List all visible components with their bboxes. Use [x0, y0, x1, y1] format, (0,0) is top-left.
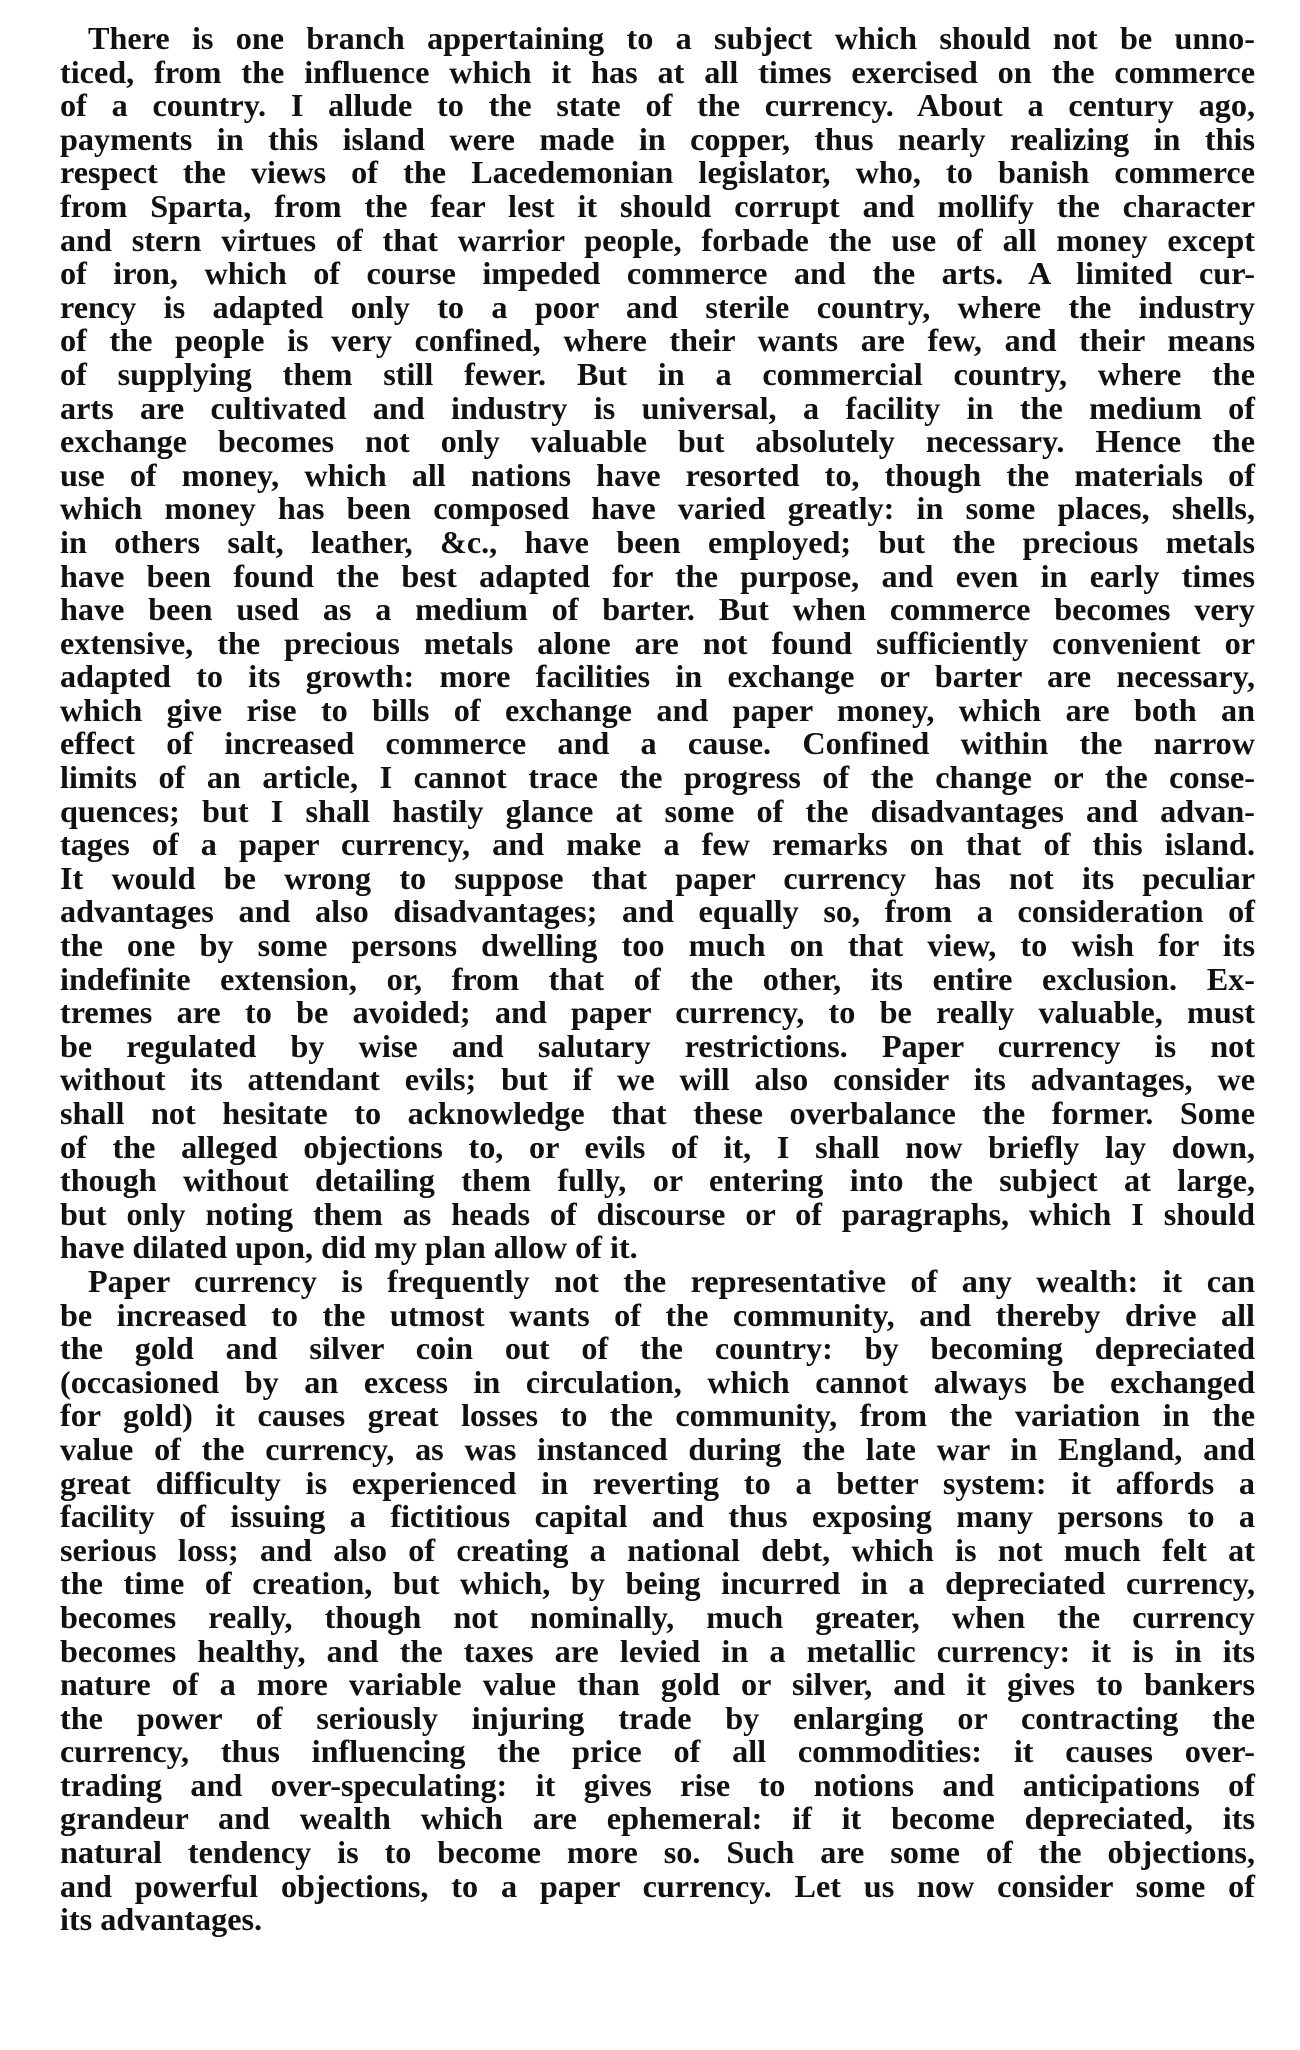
text-line: which money has been composed have varied greatly: in some places, shells, — [60, 490, 1255, 527]
text-line: and stern virtues of that warrior people, forbade the use of all money except — [60, 221, 1255, 258]
text-line: use of money, which all nations have resorted to, though the materials of — [60, 456, 1255, 493]
text-line: without its attendant evils; but if we will also consider its advantages, we — [60, 1061, 1255, 1098]
text-line: natural tendency is to become more so. Such are some of the objections, — [60, 1834, 1255, 1871]
text-line: grandeur and wealth which are ephemeral: if it become depreciated, its — [60, 1800, 1255, 1837]
text-line: respect the views of the Lacedemonian legislator, who, to banish commerce — [60, 154, 1255, 191]
text-line: ticed, from the influence which it has at all times exercised on the commerce — [60, 53, 1255, 90]
text-line: and powerful objections, to a paper currency. Let us now consider some of — [60, 1867, 1255, 1904]
text-line: which give rise to bills of exchange and paper money, which are both an — [60, 691, 1255, 728]
text-line: indefinite extension, or, from that of the other, its entire exclusion. Ex- — [60, 960, 1255, 997]
text-line: in others salt, leather, &c., have been employed; but the precious metals — [60, 523, 1255, 560]
text-line: rency is adapted only to a poor and sterile country, where the industry — [60, 288, 1255, 325]
text-line: of the people is very confined, where their wants are few, and their means — [60, 322, 1255, 359]
text-line: (occasioned by an excess in circulation, which cannot always be exchanged — [60, 1363, 1255, 1400]
text-line: though without detailing them fully, or entering into the subject at large, — [60, 1162, 1255, 1199]
text-line: Paper currency is frequently not the representative of any wealth: it can — [88, 1262, 1255, 1299]
text-line: advantages and also disadvantages; and equally so, from a consideration of — [60, 893, 1255, 930]
text-line: be regulated by wise and salutary restrictions. Paper currency is not — [60, 1027, 1255, 1064]
text-line: payments in this island were made in copper, thus nearly realizing in this — [60, 120, 1255, 157]
text-line: for gold) it causes great losses to the community, from the variation in the — [60, 1397, 1255, 1434]
text-line: shall not hesitate to acknowledge that these overbalance the former. Some — [60, 1095, 1255, 1131]
text-line: tages of a paper currency, and make a few remarks on that of this island. — [60, 826, 1255, 863]
text-line: exchange becomes not only valuable but absolutely necessary. Hence the — [60, 423, 1255, 460]
text-line: of the alleged objections to, or evils of it, I shall now briefly lay down, — [60, 1128, 1255, 1165]
text-line: the gold and silver coin out of the country: by becoming depreciated — [60, 1330, 1255, 1367]
text-line: the time of creation, but which, by being incurred in a depreciated currency, — [60, 1565, 1255, 1602]
text-line: becomes really, though not nominally, much greater, when the currency — [60, 1598, 1255, 1635]
text-line: the power of seriously injuring trade by enlarging or contracting the — [60, 1699, 1255, 1736]
text-line: quences; but I shall hastily glance at some of the disadvantages and advan- — [60, 792, 1255, 829]
paragraph — [60, 1262, 1255, 1938]
text-line: of a country. I allude to the state of the currency. About a century ago, — [60, 87, 1255, 124]
text-line: from Sparta, from the fear lest it should corrupt and mollify the character — [60, 187, 1255, 224]
text-line: be increased to the utmost wants of the community, and thereby drive all — [60, 1296, 1255, 1333]
text-line: serious loss; and also of creating a national debt, which is not much felt at — [60, 1531, 1255, 1568]
text-line: tremes are to be avoided; and paper currency, to be really valuable, must — [60, 994, 1255, 1031]
text-line: extensive, the precious metals alone are not found sufficiently convenient or — [60, 624, 1255, 661]
text-line: currency, thus influencing the price of all commodities: it causes over- — [60, 1733, 1255, 1770]
text-line: its advantages. — [60, 1901, 263, 1938]
text-line: arts are cultivated and industry is universal, a facility in the medium of — [60, 389, 1255, 426]
text-line: value of the currency, as was instanced during the late war in England, and — [60, 1430, 1255, 1467]
text-line: facility of issuing a fictitious capital and thus exposing many persons to a — [60, 1498, 1255, 1535]
text-line: have dilated upon, did my plan allow of it. — [60, 1229, 638, 1266]
article-body — [60, 22, 1255, 1937]
text-line: nature of a more variable value than gold or silver, and it gives to bankers — [60, 1666, 1255, 1703]
text-line: of iron, which of course impeded commerce and the arts. A limited cur- — [60, 255, 1255, 292]
text-line: becomes healthy, and the taxes are levied in a metallic currency: it is in its — [60, 1632, 1255, 1669]
text-line: great difficulty is experienced in reverting to a better system: it affords a — [60, 1464, 1255, 1501]
text-line: There is one branch appertaining to a subject which should not be unno- — [88, 20, 1255, 56]
text-line: effect of increased commerce and a cause. Confined within the narrow — [60, 725, 1255, 762]
text-line: It would be wrong to suppose that paper currency has not its peculiar — [60, 859, 1255, 896]
paragraph — [60, 22, 1255, 1265]
text-line: have been found the best adapted for the purpose, and even in early times — [60, 557, 1255, 594]
text-line: of supplying them still fewer. But in a commercial country, where the — [60, 355, 1255, 392]
text-line: limits of an article, I cannot trace the progress of the change or the conse- — [60, 759, 1255, 796]
text-line: but only noting them as heads of discourse or of paragraphs, which I should — [60, 1195, 1255, 1232]
text-line: adapted to its growth: more facilities in exchange or barter are necessary, — [60, 658, 1255, 695]
text-line: the one by some persons dwelling too much on that view, to wish for its — [60, 927, 1255, 964]
text-line: have been used as a medium of barter. But when commerce becomes very — [60, 591, 1255, 628]
text-line: trading and over-speculating: it gives rise to notions and anticipations of — [60, 1766, 1255, 1803]
